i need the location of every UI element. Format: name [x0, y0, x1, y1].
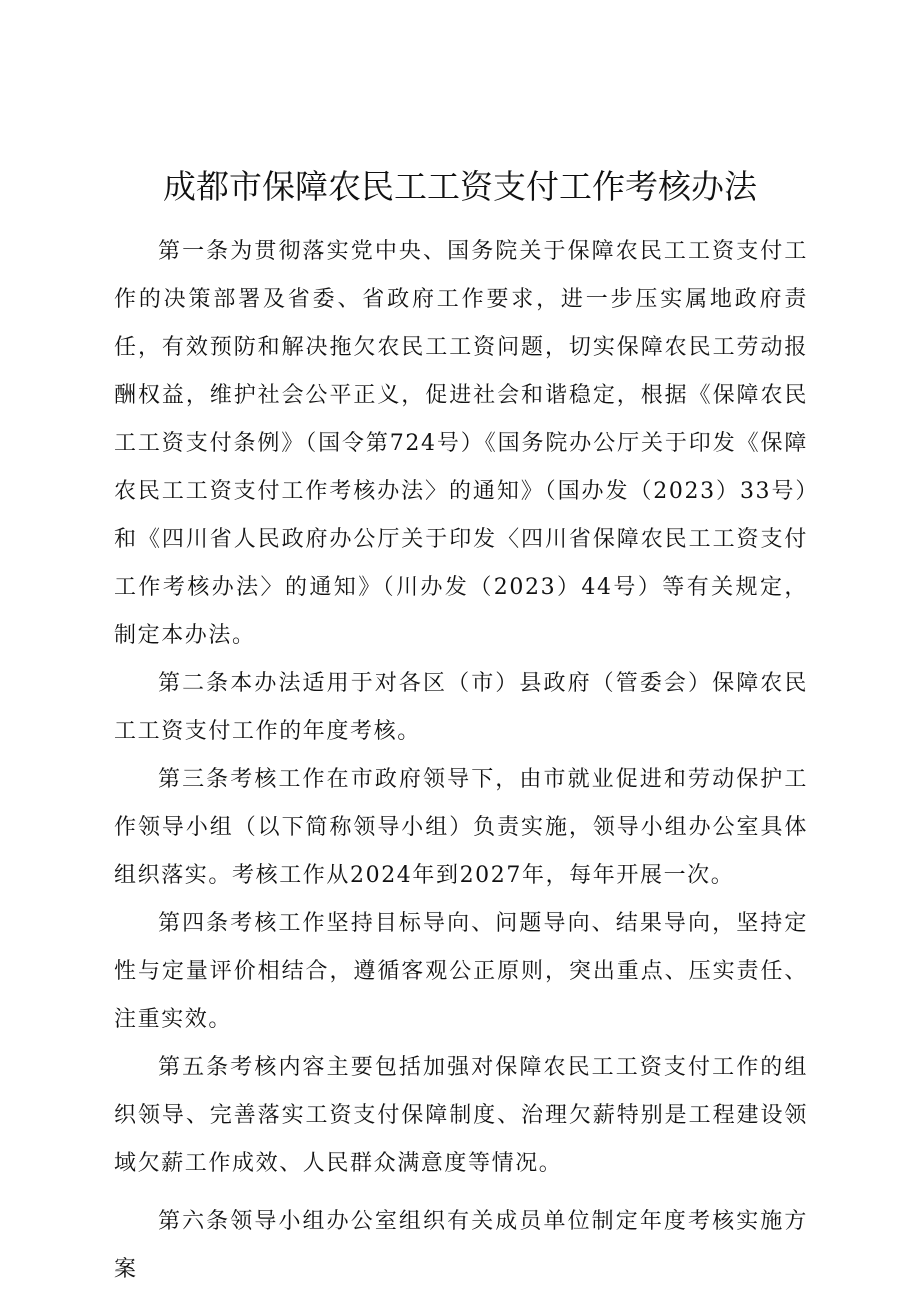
article-3: 第三条考核工作在市政府领导下，由市就业促进和劳动保护工作领导小组（以下简称领导小组）负责实施，领导小组办公室具体组织落实。考核工作从2024年到2027年，每年开展一次。: [114, 767, 808, 888]
article-1: 第一条为贯彻落实党中央、国务院关于保障农民工工资支付工作的决策部署及省委、省政府工作要求，进一步压实属地政府责任，有效预防和解决拖欠农民工工资问题，切实保障农民工劳动报酬权益，维护社会公平正义，促进社会和谐稳定，根据《保障农民工工资支付条例》（国令第724号）《国务院办公厅关于印发《保障农民工工资支付工作考核办法〉的通知》（国办发（2023）33号）和《四川省人民政府办公厅关于印发〈四川省保障农民工工资支付工作考核办法〉的通知》（川办发（2023）44号）等有关规定，制定本办法。: [114, 239, 808, 648]
article-6: 第六条领导小组办公室组织有关成员单位制定年度考核实施方案: [114, 1209, 808, 1282]
document-body: [114, 228, 808, 1294]
document-title: 成都市保障农民工工资支付工作考核办法: [163, 167, 757, 206]
article-2: 第二条本办法适用于对各区（市）县政府（管委会）保障农民工工资支付工作的年度考核。: [114, 671, 808, 744]
article-4: 第四条考核工作坚持目标导向、问题导向、结果导向，坚持定性与定量评价相结合，遵循客观公正原则，突出重点、压实责任、注重实效。: [114, 911, 808, 1032]
article-5: 第五条考核内容主要包括加强对保障农民工工资支付工作的组织领导、完善落实工资支付保障制度、治理欠薪特别是工程建设领域欠薪工作成效、人民群众满意度等情况。: [114, 1055, 808, 1176]
